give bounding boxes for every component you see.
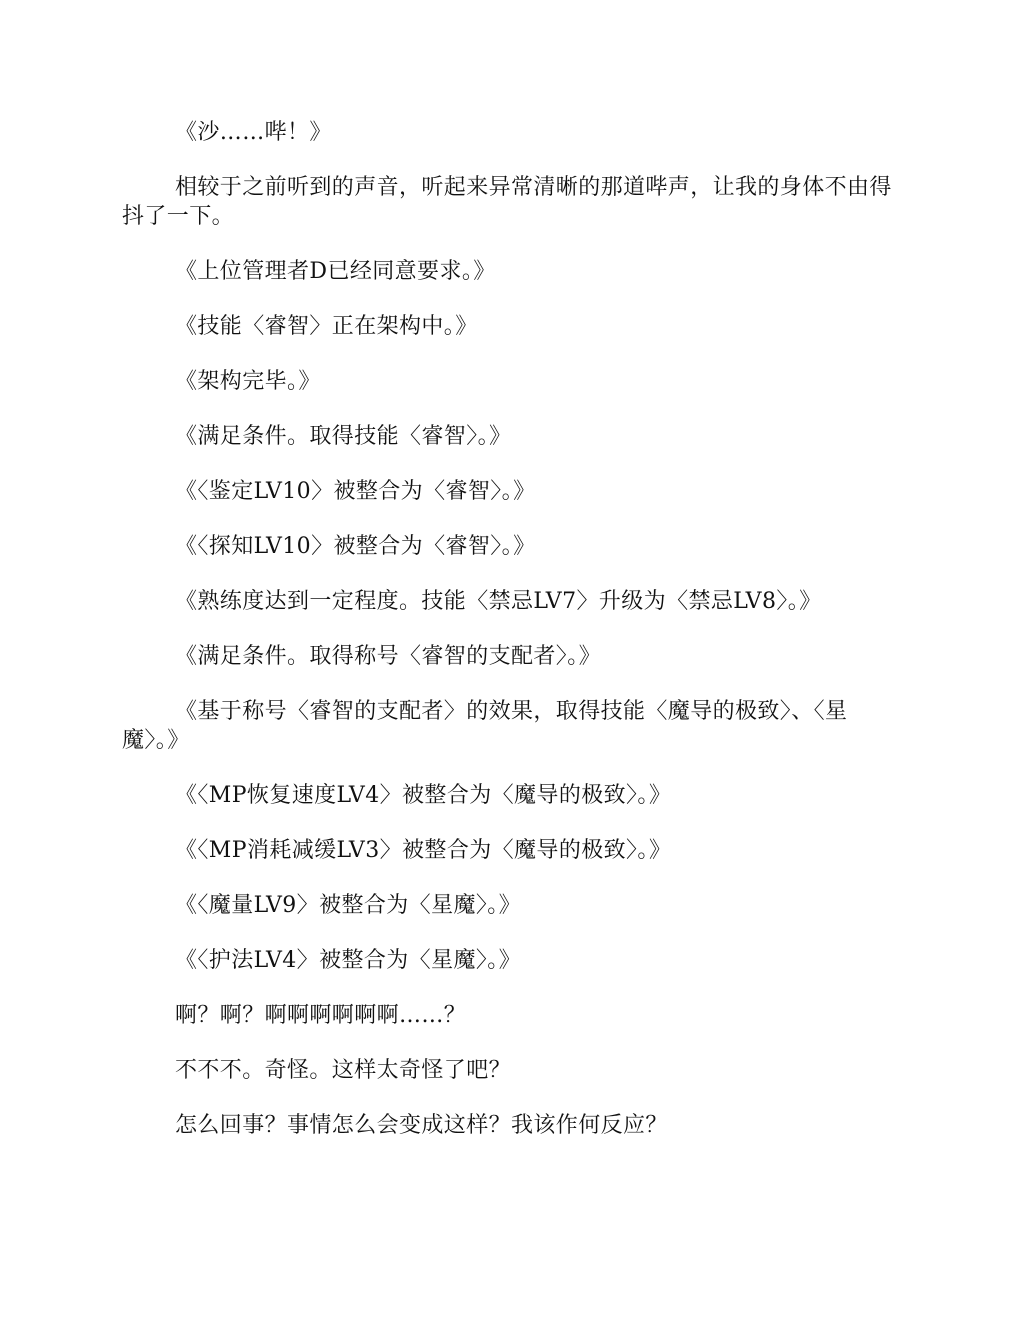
paragraph: 《〈MP消耗减缓LV3〉被整合为〈魔导的极致〉。》 bbox=[175, 838, 672, 863]
paragraph: 《熟练度达到一定程度。技能〈禁忌LV7〉升级为〈禁忌LV8〉。》 bbox=[175, 589, 822, 614]
paragraph: 不不不。奇怪。这样太奇怪了吧？ bbox=[175, 1058, 512, 1083]
paragraph: 《上位管理者D已经同意要求。》 bbox=[175, 259, 496, 284]
paragraph: 《基于称号〈睿智的支配者〉的效果，取得技能〈魔导的极致〉、〈星魔〉。》 bbox=[122, 699, 848, 753]
paragraph: 《〈鉴定LV10〉被整合为〈睿智〉。》 bbox=[175, 479, 536, 504]
paragraph: 啊？啊？啊啊啊啊啊啊……？ bbox=[175, 1003, 467, 1028]
paragraph: 《技能〈睿智〉正在架构中。》 bbox=[175, 314, 478, 339]
paragraph: 《〈魔量LV9〉被整合为〈星魔〉。》 bbox=[175, 893, 522, 918]
paragraph: 《满足条件。取得技能〈睿智〉。》 bbox=[175, 424, 512, 449]
paragraph: 《〈探知LV10〉被整合为〈睿智〉。》 bbox=[175, 534, 536, 559]
paragraph: 《〈MP恢复速度LV4〉被整合为〈魔导的极致〉。》 bbox=[175, 783, 672, 808]
document-page bbox=[122, 118, 898, 1166]
paragraph: 《满足条件。取得称号〈睿智的支配者〉。》 bbox=[175, 644, 602, 669]
paragraph: 相较于之前听到的声音，听起来异常清晰的那道哔声，让我的身体不由得抖了一下。 bbox=[122, 175, 892, 229]
paragraph: 怎么回事？事情怎么会变成这样？我该作何反应？ bbox=[175, 1113, 668, 1138]
paragraph: 《〈护法LV4〉被整合为〈星魔〉。》 bbox=[175, 948, 522, 973]
paragraph: 《沙……哔！》 bbox=[175, 120, 332, 145]
paragraph: 《架构完毕。》 bbox=[175, 369, 321, 394]
